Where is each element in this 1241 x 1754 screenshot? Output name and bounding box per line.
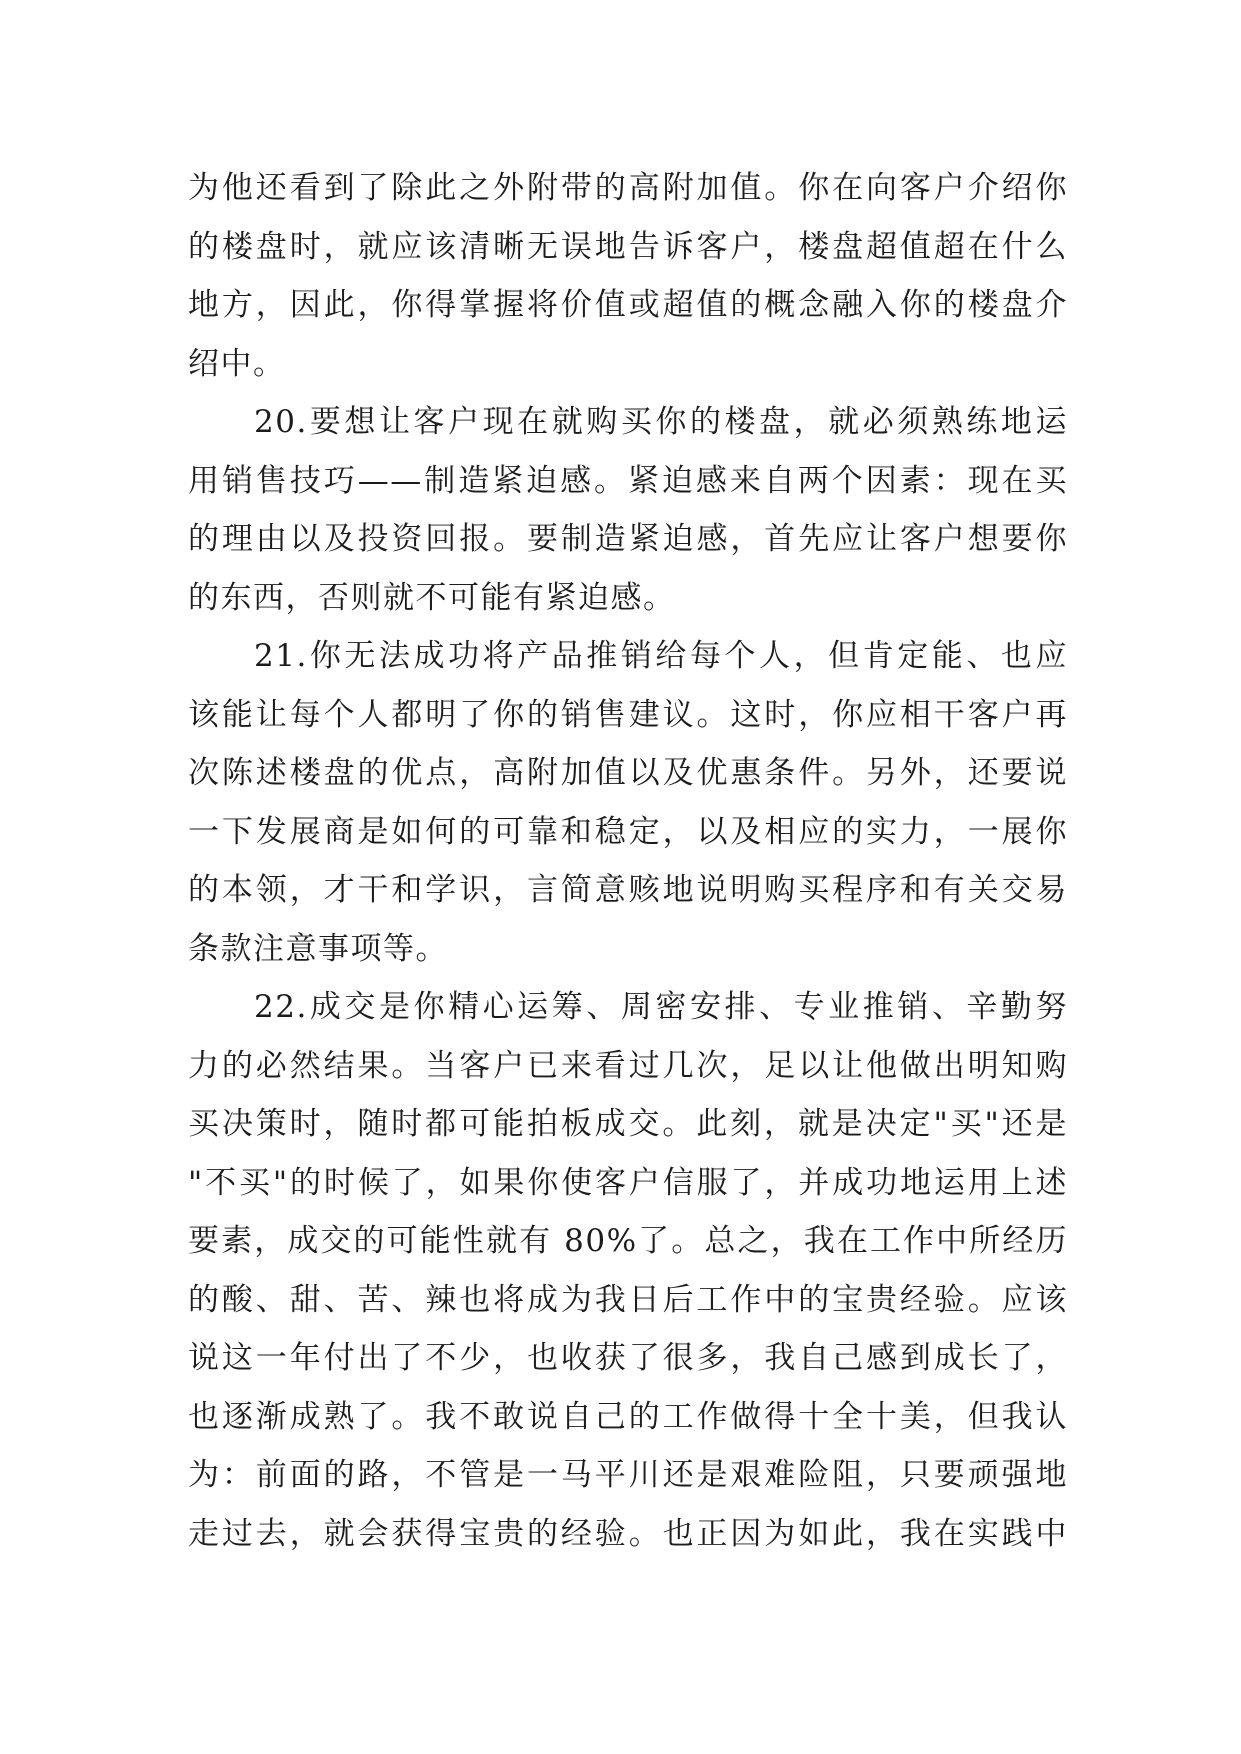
text-line: 力的必然结果。当客户已来看过几次，足以让他做出明知购 — [188, 1047, 1068, 1084]
text-line: 走过去，就会获得宝贵的经验。也正因为如此，我在实践中 — [188, 1515, 1068, 1552]
text-line: 也逐渐成熟了。我不敢说自己的工作做得十全十美，但我认 — [188, 1398, 1068, 1435]
text-line: 要素，成交的可能性就有 80%了。总之，我在工作中所经历 — [188, 1223, 1068, 1259]
text-line: 20.要想让客户现在就购买你的楼盘，就必须熟练地运 — [254, 404, 1068, 440]
text-line: 地方，因此，你得掌握将价值或超值的概念融入你的楼盘介 — [188, 287, 1068, 323]
text-line: 说这一年付出了不少，也收获了很多，我自己感到成长了， — [188, 1340, 1068, 1376]
text-line: 的本领，才干和学识，言简意赅地说明购买程序和有关交易 — [188, 872, 1068, 908]
paragraph-item-21 — [188, 627, 1068, 978]
text-line: 21.你无法成功将产品推销给每个人，但肯定能、也应 — [254, 638, 1068, 674]
text-line: 为他还看到了除此之外附带的高附加值。你在向客户介绍你 — [188, 170, 1068, 206]
text-line: 为：前面的路，不管是一马平川还是艰难险阻，只要顽强地 — [188, 1457, 1068, 1493]
text-line: 用销售技巧——制造紧迫感。紧迫感来自两个因素：现在买 — [188, 462, 1068, 499]
text-line: 的东西，否则就不可能有紧迫感。 — [188, 579, 676, 616]
paragraph-item-22 — [188, 978, 1068, 1563]
text-line: 的理由以及投资回报。要制造紧迫感，首先应让客户想要你 — [188, 521, 1068, 557]
text-line: 买决策时，随时都可能拍板成交。此刻，就是决定"买"还是 — [188, 1106, 1068, 1142]
text-line: 22.成交是你精心运筹、周密安排、专业推销、辛勤努 — [254, 989, 1068, 1025]
paragraph-continuation — [188, 159, 1068, 393]
paragraph-item-20 — [188, 393, 1068, 627]
text-line: 该能让每个人都明了你的销售建议。这时，你应相干客户再 — [188, 696, 1068, 733]
text-line: 的楼盘时，就应该清晰无误地告诉客户，楼盘超值超在什么 — [188, 228, 1068, 265]
text-line: 的酸、甜、苦、辣也将成为我日后工作中的宝贵经验。应该 — [188, 1281, 1068, 1318]
text-line: 绍中。 — [188, 345, 286, 382]
text-line: 一下发展商是如何的可靠和稳定，以及相应的实力，一展你 — [188, 813, 1068, 850]
text-line: 次陈述楼盘的优点，高附加值以及优惠条件。另外，还要说 — [188, 755, 1068, 791]
text-line: 条款注意事项等。 — [188, 930, 448, 967]
text-line: "不买"的时候了，如果你使客户信服了，并成功地运用上述 — [188, 1164, 1068, 1201]
document-body — [188, 159, 1068, 1563]
